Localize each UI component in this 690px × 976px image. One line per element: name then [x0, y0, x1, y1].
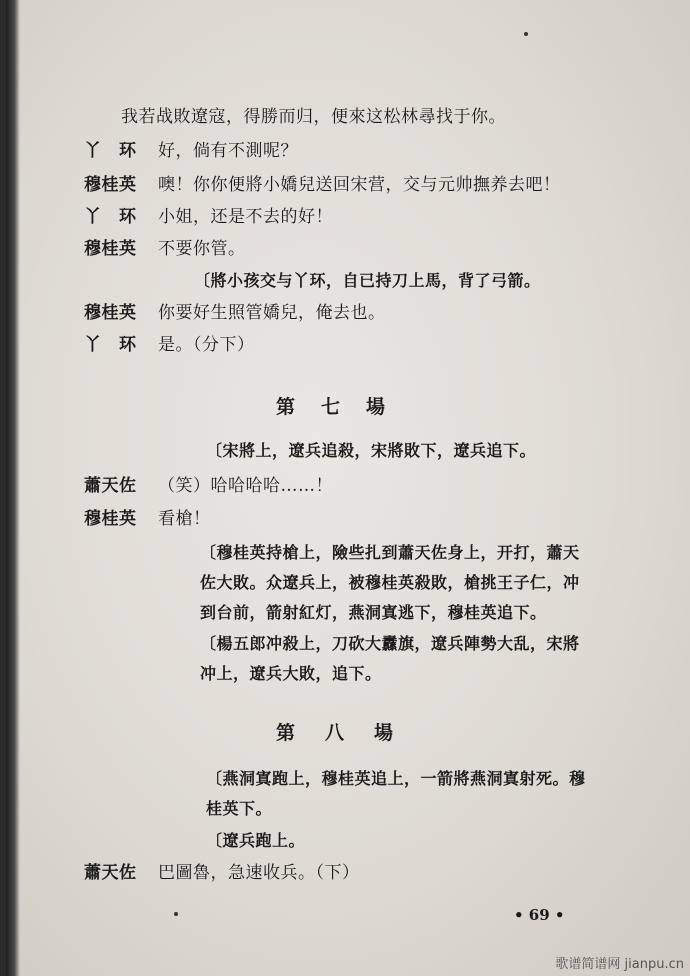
dialogue-line: [121, 106, 506, 128]
stage-direction: 〔宋將上，遼兵追殺，宋將敗下，遼兵追下。: [206, 441, 537, 460]
speaker-name: 蕭天佐: [84, 476, 137, 496]
speech-text: 不要你管。: [158, 239, 246, 259]
speaker-name: 穆桂英: [84, 175, 137, 195]
stage-direction: 〔燕洞寘跑上，穆桂英追上，一箭將燕洞寘射死。穆: [206, 769, 586, 788]
stage-direction: 佐大敗。众遼兵上，被穆桂英殺敗，槍挑王子仁，冲: [200, 573, 580, 592]
speech-text: 巴圖魯，急速收兵。（下）: [158, 863, 360, 883]
speaker-name: 穆桂英: [84, 239, 137, 259]
speech-text: 小姐，还是不去的好！: [158, 207, 333, 227]
dialogue-line: [84, 206, 333, 228]
speaker-name: 丫 环: [84, 141, 137, 161]
speech-text: （笑）哈哈哈哈……！: [158, 476, 333, 496]
stage-direction: 到台前，箭射紅灯，燕洞寘逃下，穆桂英追下。: [200, 603, 547, 622]
site-watermark: 歌谱简谱网 jianpu.cn: [555, 957, 684, 972]
speaker-name: 穆桂英: [84, 509, 137, 529]
scene-heading: 第七場: [276, 396, 412, 418]
book-page: [6, 0, 690, 976]
stage-direction: 〔遼兵跑上。: [206, 831, 306, 850]
print-speck: [174, 912, 178, 916]
speaker-name: 丫 环: [84, 335, 137, 355]
dialogue-line: [84, 475, 333, 497]
speaker-name: 蕭天佐: [84, 863, 137, 883]
stage-direction: 〔穆桂英持槍上，險些扎到蕭天佐身上，开打，蕭天: [200, 543, 580, 562]
speech-text: 看槍！: [158, 509, 211, 529]
speech-text: 好，倘有不測呢？: [158, 141, 298, 161]
speech-text: 你要好生照管嬌兒，俺去也。: [158, 303, 386, 323]
speaker-name: 丫 环: [84, 207, 137, 227]
stage-direction: 〔楊五郎冲殺上，刀砍大纛旗，遼兵陣勢大乱，宋將: [200, 634, 580, 653]
print-speck: [524, 32, 528, 36]
book-spine-shadow: [6, 0, 20, 976]
speech-text: 是。（分下）: [158, 335, 255, 355]
dialogue-line: [84, 140, 298, 162]
dialogue-line: [84, 302, 386, 324]
speaker-name: 穆桂英: [84, 303, 137, 323]
stage-direction: 桂英下。: [206, 799, 273, 818]
speech-text: 噢！你你便將小嬌兒送回宋营，交与元帅撫养去吧！: [158, 175, 561, 195]
speech-text: 我若战敗遼寇，得勝而归，便來这松林尋找于你。: [121, 107, 506, 127]
stage-direction: 〔將小孩交与丫环，自已持刀上馬，背了弓箭。: [194, 271, 541, 290]
dialogue-line: [84, 862, 360, 884]
scene-heading: 第八場: [276, 722, 424, 744]
dialogue-line: [84, 334, 255, 356]
dialogue-line: [84, 174, 561, 196]
stage-direction: 冲上，遼兵大敗，追下。: [200, 664, 382, 683]
page-number: • 69 •: [514, 906, 565, 924]
dialogue-line: [84, 508, 211, 530]
dialogue-line: [84, 238, 246, 260]
